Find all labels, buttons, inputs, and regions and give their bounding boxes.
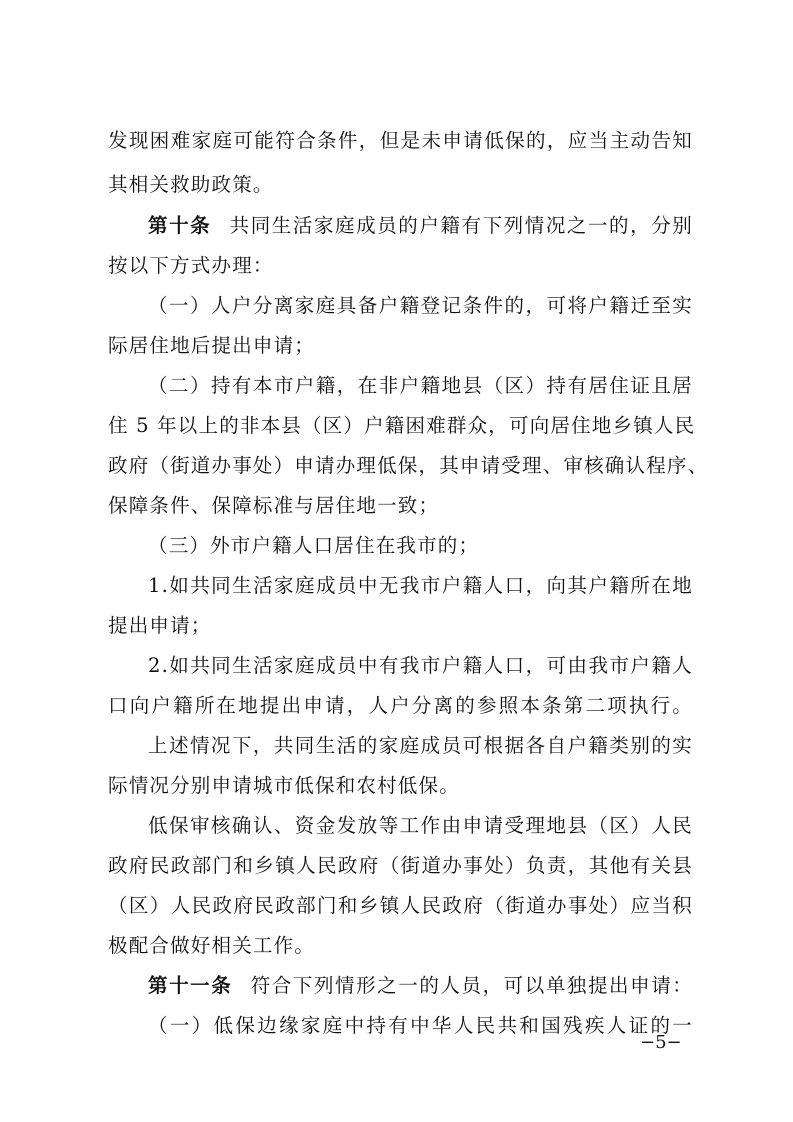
paragraph-line: 上述情况下，共同生活的家庭成员可根据各自户籍类别的实 xyxy=(148,734,693,757)
article-10-heading: 第十条 xyxy=(148,214,212,237)
article-11-text: 符合下列情形之一的人员，可以单独提出申请： xyxy=(250,974,693,997)
page-number: −5− xyxy=(640,1032,682,1053)
paragraph-line: 发现困难家庭可能符合条件，但是未申请低保的，应当主动告知 xyxy=(108,129,693,152)
paragraph-line: 际情况分别申请城市低保和农村低保。 xyxy=(108,774,460,797)
paragraph-line: （一）人户分离家庭具备户籍登记条件的，可将户籍迁至实 xyxy=(148,294,693,317)
paragraph-line: 极配合做好相关工作。 xyxy=(108,934,316,957)
article-11-heading: 第十一条 xyxy=(148,974,233,997)
article-11-line xyxy=(148,974,693,998)
paragraph-line: 口向户籍所在地提出申请，人户分离的参照本条第二项执行。 xyxy=(108,694,693,717)
paragraph-line: 提出申请； xyxy=(108,614,212,637)
paragraph-line: 2.如共同生活家庭成员中有我市户籍人口，可由我市户籍人 xyxy=(148,654,693,677)
paragraph-line: 政府（街道办事处）申请办理低保，其申请受理、审核确认程序、 xyxy=(108,454,709,477)
article-10-text: 共同生活家庭成员的户籍有下列情况之一的，分别 xyxy=(229,214,693,237)
paragraph-line: （二）持有本市户籍，在非户籍地县（区）持有居住证且居 xyxy=(148,374,693,397)
paragraph-line: （一）低保边缘家庭中持有中华人民共和国残疾人证的一 xyxy=(148,1014,693,1037)
paragraph-line: 1.如共同生活家庭成员中无我市户籍人口，向其户籍所在地 xyxy=(148,574,693,597)
paragraph-line: 低保审核确认、资金发放等工作由申请受理地县（区）人民 xyxy=(148,814,693,837)
paragraph-line: （区）人民政府民政部门和乡镇人民政府（街道办事处）应当积 xyxy=(108,894,693,917)
paragraph-line: 其相关救助政策。 xyxy=(108,173,274,196)
paragraph-line: 按以下方式办理： xyxy=(108,254,274,277)
paragraph-line: （三）外市户籍人口居住在我市的； xyxy=(148,534,480,557)
paragraph-line: 住 5 年以上的非本县（区）户籍困难群众，可向居住地乡镇人民 xyxy=(108,414,696,437)
paragraph-line: 政府民政部门和乡镇人民政府（街道办事处）负责，其他有关县 xyxy=(108,854,693,877)
paragraph-line: 保障条件、保障标准与居住地一致； xyxy=(108,494,440,517)
article-10-line xyxy=(148,214,693,238)
paragraph-line: 际居住地后提出申请； xyxy=(108,334,316,357)
